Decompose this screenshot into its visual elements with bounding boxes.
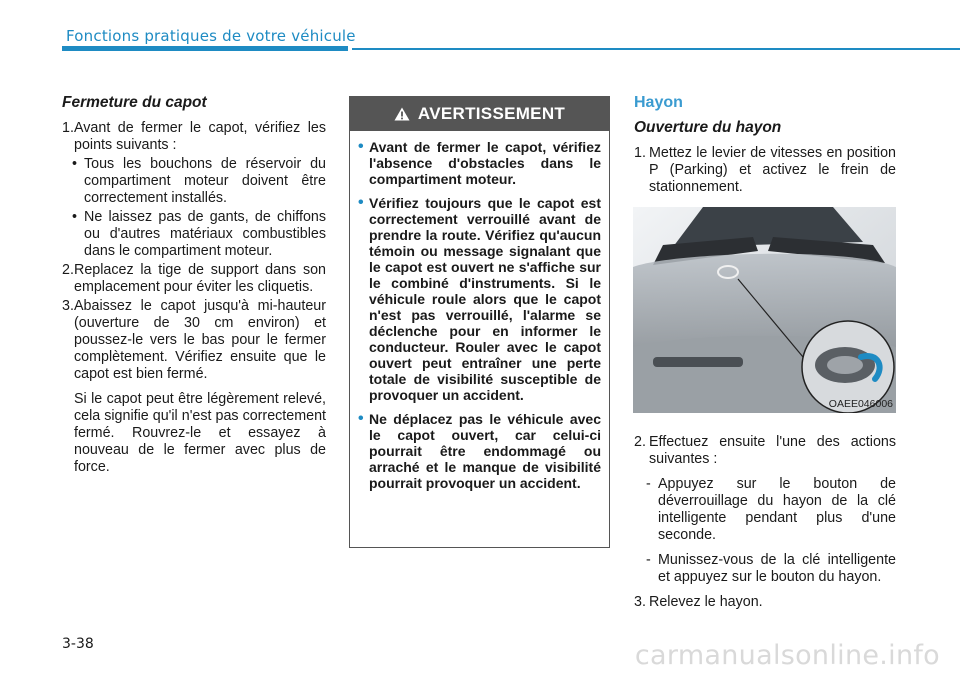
step-number: 3. xyxy=(634,594,646,610)
warning-item xyxy=(358,411,601,491)
step-2 xyxy=(62,262,326,296)
warning-text: Vérifiez toujours que le capot est correctement verrouillé avant de prendre la route. Vérifiez qu'aucun témoin ou message signalant que le capot est ouvert ne s'affiche sur le combiné d'instruments. Si le véhicule roule alors que le capot n'est pas verrouillé, l'alarme se déclenche pour en informer le conducteur. Rouler avec le capot ouvert peut entraîner une perte totale de visibilité susceptible de provoquer un accident. xyxy=(369,195,601,403)
step-3-note: Si le capot peut être légèrement relevé, cela signifie qu'il n'est pas correctement fermé. Rouvrez-le et essayez à nouveau de le fermer avec plus de force. xyxy=(74,391,326,475)
tailgate-illustration xyxy=(633,207,896,413)
bullet-icon: • xyxy=(358,138,364,155)
warning-box xyxy=(349,96,610,548)
header-rule-thin xyxy=(352,48,960,50)
step-text: Relevez le hayon. xyxy=(649,594,763,610)
step-number: 3. xyxy=(62,298,74,314)
step-1 xyxy=(634,145,896,196)
bullet-icon: • xyxy=(72,209,78,225)
warning-text: Ne déplacez pas le véhicule avec le capot ouvert, car celui-ci pourrait être endommagé ou arraché et le manque de visibilité pourrait provoquer un accident. xyxy=(369,411,601,491)
dash-marker: - xyxy=(646,476,651,492)
warning-item xyxy=(358,139,601,187)
tailgate-heading: Hayon xyxy=(634,94,683,111)
step-number: 1. xyxy=(634,145,646,161)
section-title: Fonctions pratiques de votre véhicule xyxy=(66,27,356,45)
step-text: Avant de fermer le capot, vérifiez les points suivants : xyxy=(74,120,326,153)
hood-closing-subheading: Fermeture du capot xyxy=(62,94,207,111)
dash-item xyxy=(646,552,896,586)
step-1 xyxy=(62,120,326,154)
car-rear-illustration xyxy=(633,207,896,413)
tailgate-opening-subheading: Ouverture du hayon xyxy=(634,119,782,136)
page-number: 3-38 xyxy=(62,636,94,652)
step-text: Mettez le levier de vitesses en position P (Parking) et activez le frein de stationnement. xyxy=(649,145,896,195)
bullet-item xyxy=(72,209,326,260)
step-2 xyxy=(634,434,896,468)
warning-body xyxy=(350,131,609,491)
warning-title: AVERTISSEMENT xyxy=(417,104,566,123)
step-text: Abaissez le capot jusqu'à mi-hauteur (ouverture de 30 cm environ) et poussez-le vers le bas pour le fermer complètement. Vérifiez ensuite que le capot est bien fermé. xyxy=(74,298,326,382)
figure-caption: OAEE046006 xyxy=(828,398,893,410)
dash-text: Munissez-vous de la clé intelligente et appuyez sur le bouton du hayon. xyxy=(658,552,896,585)
step-number: 2. xyxy=(634,434,646,450)
right-column xyxy=(634,94,896,198)
bullet-text: Ne laissez pas de gants, de chiffons ou d'autres matériaux combustibles dans le compartiment moteur. xyxy=(84,209,326,259)
warning-triangle-icon xyxy=(394,107,410,121)
watermark: carmanualsonline.info xyxy=(634,640,940,671)
warning-item xyxy=(358,195,601,403)
bullet-text: Tous les bouchons de réservoir du compartiment moteur doivent être correctement installés. xyxy=(84,156,326,206)
bullet-item xyxy=(72,156,326,207)
dash-item xyxy=(646,476,896,544)
header-rule-thick xyxy=(62,46,348,51)
warning-header xyxy=(350,97,609,131)
left-column xyxy=(62,94,326,476)
dash-marker: - xyxy=(646,552,651,568)
warning-text: Avant de fermer le capot, vérifiez l'absence d'obstacles dans le compartiment moteur. xyxy=(369,139,601,187)
step-3 xyxy=(62,298,326,383)
step-text: Replacez la tige de support dans son emplacement pour éviter les cliquetis. xyxy=(74,262,326,295)
step-text: Effectuez ensuite l'une des actions suivantes : xyxy=(649,434,896,467)
dash-text: Appuyez sur le bouton de déverrouillage du hayon de la clé intelligente pendant plus d'une seconde. xyxy=(658,476,896,543)
bullet-icon: • xyxy=(72,156,78,172)
right-column-lower xyxy=(634,434,896,613)
bullet-icon: • xyxy=(358,194,364,211)
step-number: 1. xyxy=(62,120,74,136)
step-3 xyxy=(634,594,896,611)
bullet-icon: • xyxy=(358,410,364,427)
step-number: 2. xyxy=(62,262,74,278)
